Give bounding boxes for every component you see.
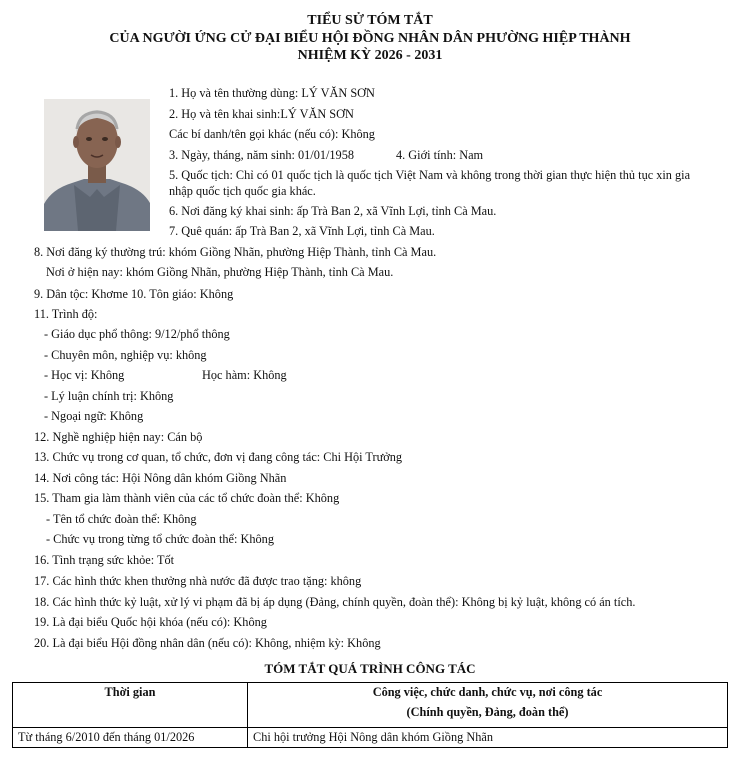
document-title: TIỂU SỬ TÓM TẮT	[307, 13, 433, 28]
awards: 17. Các hình thức khen thưởng nhà nước đã được trao tặng: không	[34, 574, 362, 588]
table-row	[13, 728, 728, 748]
hometown: 7. Quê quán: ấp Trà Ban 2, xã Vĩnh Lợi, tỉnh Cà Mau.	[169, 224, 435, 238]
date-of-birth: 3. Ngày, tháng, năm sinh: 01/01/1958	[169, 148, 355, 162]
column-header-job-line2: (Chính quyền, Đảng, đoàn thể)	[406, 705, 569, 719]
work-history-title: TÓM TẮT QUÁ TRÌNH CÔNG TÁC	[264, 661, 476, 676]
row-time: Từ tháng 6/2010 đến tháng 01/2026	[13, 728, 248, 748]
term-label: NHIỆM KỲ 2026 - 2031	[297, 48, 443, 63]
portrait-photo	[44, 99, 150, 231]
national-assembly-delegate: 19. Là đại biểu Quốc hội khóa (nếu có): Không	[34, 615, 267, 629]
workplace: 14. Nơi công tác: Hội Nông dân khóm Giồng Nhãn	[34, 471, 287, 485]
current-position: 13. Chức vụ trong cơ quan, tổ chức, đơn vị đang công tác: Chi Hội Trưởng	[34, 450, 403, 464]
aliases: Các bí danh/tên gọi khác (nếu có): Không	[169, 127, 375, 141]
column-header-time: Thời gian	[13, 683, 248, 728]
document-subtitle: CỦA NGƯỜI ỨNG CỬ ĐẠI BIỂU HỘI ĐỒNG NHÂN DÂN PHƯỜNG HIỆP THÀNH	[109, 31, 631, 46]
current-address: Nơi ở hiện nay: khóm Giồng Nhãn, phường Hiệp Thành, tỉnh Cà Mau.	[46, 265, 394, 279]
organization-position: - Chức vụ trong từng tổ chức đoàn thể: Không	[46, 532, 274, 546]
table-header-row	[13, 683, 728, 728]
common-name: 1. Họ và tên thường dùng: LÝ VĂN SƠN	[169, 86, 375, 100]
column-header-job-line1: Công việc, chức danh, chức vụ, nơi công tác	[372, 685, 603, 699]
foreign-language: - Ngoại ngữ: Không	[44, 409, 144, 423]
people-council-delegate: 20. Là đại biểu Hội đồng nhân dân (nếu có): Không, nhiệm kỳ: Không	[34, 636, 381, 650]
academic-rank: Học hàm: Không	[202, 368, 287, 382]
work-history-table	[12, 682, 728, 748]
general-education: - Giáo dục phổ thông: 9/12/phổ thông	[44, 327, 230, 341]
nationality: 5. Quốc tịch: Chỉ có 01 quốc tịch là quốc tịch Việt Nam và không trong thời gian thực hiện thủ tục xin gia nhập quốc tịch quốc gia khác.	[169, 168, 691, 198]
row-job: Chi hội trưởng Hội Nông dân khóm Giồng Nhãn	[248, 728, 728, 748]
discipline-record: 18. Các hình thức kỷ luật, xử lý vi phạm đã bị áp dụng (Đảng, chính quyền, đoàn thể): Không bị kỷ luật, không có án tích.	[34, 595, 636, 609]
health-status: 16. Tình trạng sức khỏe: Tốt	[34, 553, 175, 567]
birth-name: 2. Họ và tên khai sinh:LÝ VĂN SƠN	[169, 107, 354, 121]
organization-name: - Tên tổ chức đoàn thể: Không	[46, 512, 197, 526]
education-heading: 11. Trình độ:	[34, 307, 98, 321]
academic-degree: - Học vị: Không	[44, 368, 125, 382]
gender: 4. Giới tính: Nam	[396, 148, 484, 162]
ethnicity-religion: 9. Dân tộc: Khơme 10. Tôn giáo: Không	[34, 287, 234, 301]
organizations: 15. Tham gia làm thành viên của các tổ chức đoàn thể: Không	[34, 491, 340, 505]
occupation: 12. Nghề nghiệp hiện nay: Cán bộ	[34, 430, 203, 444]
birth-place: 6. Nơi đăng ký khai sinh: ấp Trà Ban 2, xã Vĩnh Lợi, tỉnh Cà Mau.	[169, 204, 497, 218]
specialty: - Chuyên môn, nghiệp vụ: không	[44, 348, 207, 362]
political-theory: - Lý luận chính trị: Không	[44, 389, 174, 403]
column-header-job	[248, 683, 728, 728]
permanent-residence: 8. Nơi đăng ký thường trú: khóm Giồng Nhãn, phường Hiệp Thành, tỉnh Cà Mau.	[34, 245, 437, 259]
